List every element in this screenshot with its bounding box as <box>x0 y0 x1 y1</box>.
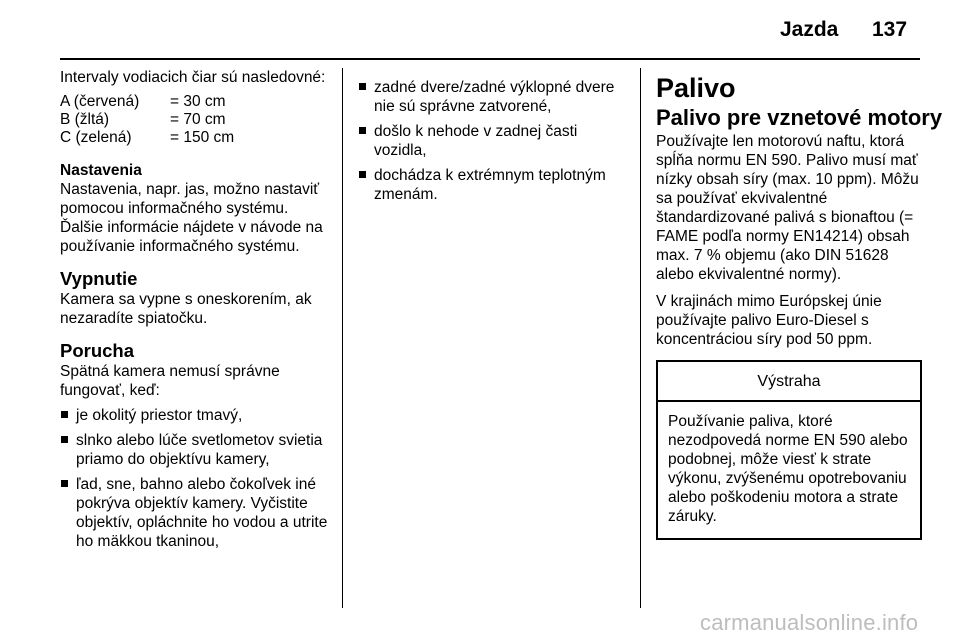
watermark: carmanualsonline.info <box>700 610 919 635</box>
table-row <box>60 93 234 111</box>
list-item: ľad, sne, bahno alebo čokoľvek iné pokrýva objektív kamery. Vyčistite objektív, opláchnite ho vodou a utrite ho mäkkou tkaninou, <box>60 475 332 551</box>
fault-text: Spätná kamera nemusí správne fungovať, keď: <box>60 363 280 399</box>
warning-title: Výstraha <box>658 362 920 402</box>
fault-list-continued <box>358 78 630 204</box>
fault-list <box>60 406 332 551</box>
warning-text: Používanie paliva, ktoré nezodpovedá norme EN 590 alebo podobnej, môže viesť k strate výkonu, zvýšenému opotrebovaniu alebo poškodeniu motora a strate záruky. <box>668 413 908 525</box>
column-middle <box>358 68 630 204</box>
settings-text: Nastavenia, napr. jas, možno nastaviť pomocou informačného systému. Ďalšie informácie nájdete v návode na používanie informačného systému. <box>60 181 323 255</box>
line-color-name: C (zelená) <box>60 129 132 146</box>
diesel-fuel-heading: Palivo pre vznetové motory <box>656 105 943 130</box>
column-left <box>60 68 332 551</box>
warning-box <box>656 360 922 540</box>
guide-lines-table <box>60 93 234 147</box>
list-item: dochádza k extrémnym teplotným zmenám. <box>358 166 630 204</box>
line-distance: = 30 cm <box>170 93 226 110</box>
line-color-name: B (žltá) <box>60 111 110 128</box>
page-number: 137 <box>872 18 908 41</box>
settings-heading: Nastavenia <box>60 162 142 179</box>
fault-heading: Porucha <box>60 340 135 361</box>
list-item: zadné dvere/zadné výklopné dvere nie sú správne zatvorené, <box>358 78 630 116</box>
header-divider <box>60 58 920 60</box>
line-distance: = 150 cm <box>170 129 235 146</box>
off-text: Kamera sa vypne s oneskorením, ak nezaradíte spiatočku. <box>60 291 312 327</box>
table-row <box>60 111 234 129</box>
column-right <box>656 68 943 540</box>
list-item: slnko alebo lúče svetlometov svietia priamo do objektívu kamery, <box>60 431 332 469</box>
list-item: došlo k nehode v zadnej časti vozidla, <box>358 122 630 160</box>
guide-lines-intro: Intervaly vodiacich čiar sú nasledovné: <box>60 69 326 86</box>
column-divider-1 <box>342 68 343 608</box>
off-heading: Vypnutie <box>60 268 138 289</box>
line-color-name: A (červená) <box>60 93 140 110</box>
fuel-heading: Palivo <box>656 73 736 103</box>
column-divider-2 <box>640 68 641 608</box>
list-item: je okolitý priestor tmavý, <box>60 406 332 425</box>
section-title: Jazda <box>780 18 839 41</box>
diesel-fuel-text: Používajte len motorovú naftu, ktorá spĺňa normu EN 590. Palivo musí mať nízky obsah síry (max. 10 ppm). Môžu sa používať ekvivalentné štandardizované palivá s bionaftou (= FAME podľa normy EN14214) obsah max. 7 % objemu (ako DIN 51628 alebo ekvivalentné normy). <box>656 133 919 283</box>
line-distance: = 70 cm <box>170 111 226 128</box>
table-row <box>60 129 234 147</box>
outside-eu-text: V krajinách mimo Európskej únie používajte palivo Euro-Diesel s koncentráciou síry pod 50 ppm. <box>656 293 882 348</box>
